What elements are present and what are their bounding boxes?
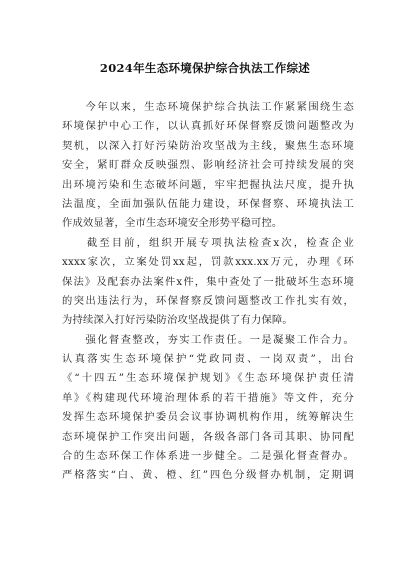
body-line: 认真落实生态环境保护“党政同责、一岗双责”，出台 xyxy=(62,353,354,366)
body-line: 作成效显著，全市生态环境安全形势平稳可控。 xyxy=(62,217,283,230)
body-line: 单》《构建现代环境治理体系的若干措施》等文件，充分 xyxy=(62,391,354,404)
body-line: 环境保护中心工作，以认真抓好环保督察反馈问题整改为 xyxy=(62,120,354,133)
body-line: 严格落实“白、黄、橙、红”四色分级督办机制，定期调 xyxy=(62,469,354,482)
body-line: 截至目前，组织开展专项执法检查x次，检查企业 xyxy=(62,236,354,249)
body-line: 的突出违法行为，环保督察反馈问题整改工作扎实有效， xyxy=(62,294,354,307)
document-body xyxy=(62,98,354,486)
body-line: 保法》及配套办法案件x件，集中查处了一批破坏生态环境 xyxy=(62,275,354,288)
body-line: xxxx家次，立案处罚xx起，罚款xxx.xx万元，办理《环 xyxy=(62,256,354,269)
body-line: 法温度，全面加强队伍能力建设，环保督察、环境执法工 xyxy=(62,197,354,210)
body-line: 契机，以深入打好污染防治攻坚战为主线，聚焦生态环境 xyxy=(62,139,354,152)
body-line: 为持续深入打好污染防治攻坚战提供了有力保障。 xyxy=(62,314,293,327)
body-line: 态环境保护工作突出问题，各级各部门各司其职、协同配 xyxy=(62,430,354,443)
body-line: 《“十四五”生态环境保护规划》《生态环境保护责任清 xyxy=(62,372,354,385)
body-line: 合的生态环保工作体系进一步健全。二是强化督查督办。 xyxy=(62,450,354,463)
document-title: 2024年生态环境保护综合执法工作综述 xyxy=(99,61,311,75)
body-line: 发挥生态环境保护委员会议事协调机构作用，统筹解决生 xyxy=(62,411,354,424)
body-line: 安全，紧盯群众反映强烈、影响经济社会可持续发展的突 xyxy=(62,159,354,172)
body-line: 强化督查整改，夯实工作责任。一是凝聚工作合力。 xyxy=(62,333,354,346)
body-line: 出环境污染和生态破坏问题，牢牢把握执法尺度，提升执 xyxy=(62,178,354,191)
body-line: 今年以来，生态环境保护综合执法工作紧紧围绕生态 xyxy=(62,101,354,113)
